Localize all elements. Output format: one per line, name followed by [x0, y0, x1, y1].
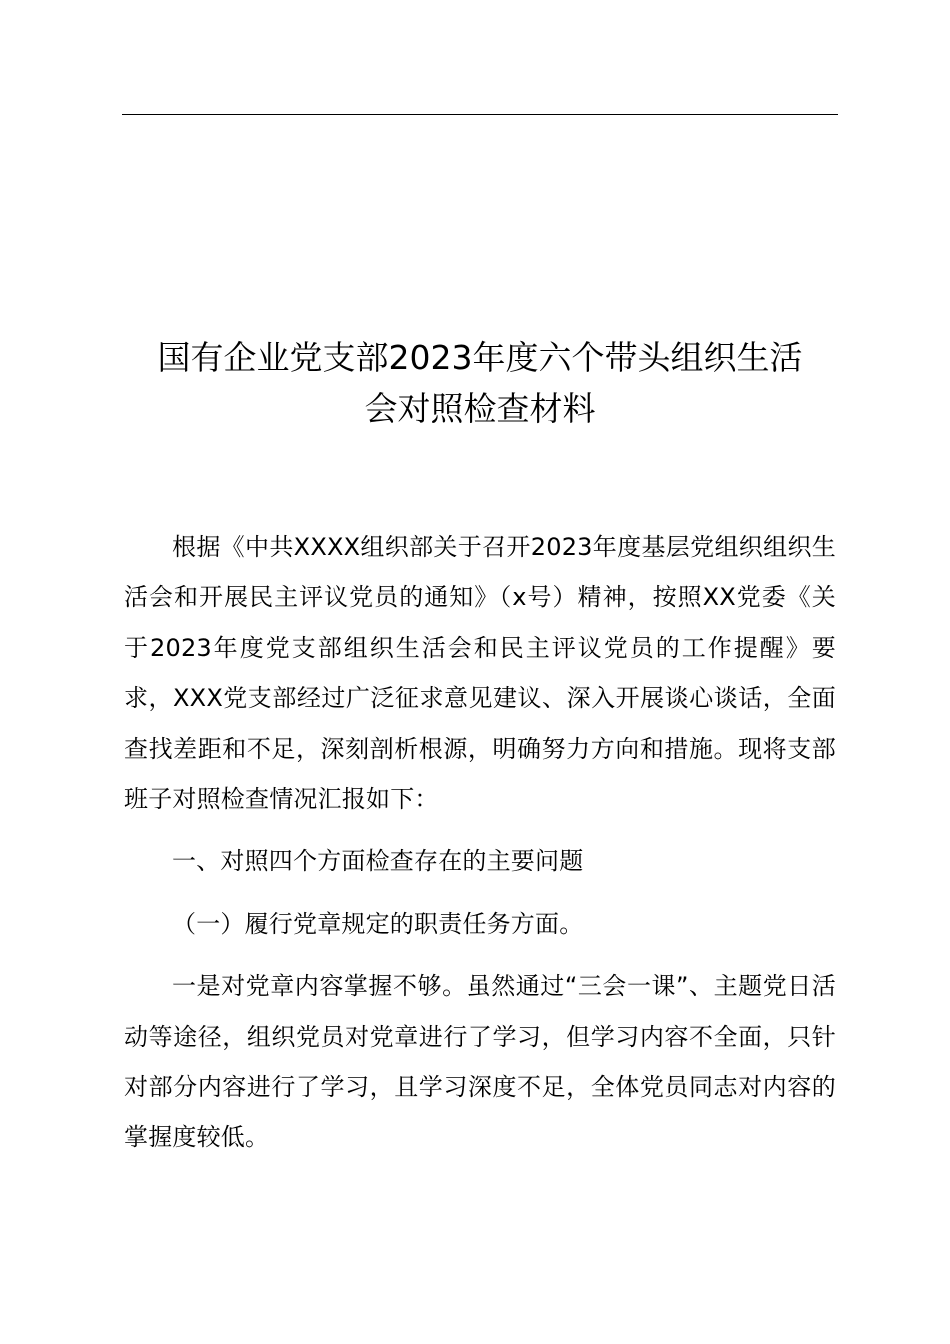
- document-body: [124, 522, 836, 1163]
- subsection-heading: （一）履行党章规定的职责任务方面。: [172, 909, 584, 938]
- header-rule: [122, 114, 838, 115]
- title-line-1: 国有企业党支部2023年度六个带头组织生活: [157, 338, 803, 377]
- document-title: [100, 332, 860, 434]
- section-heading: 一、对照四个方面检查存在的主要问题: [172, 847, 584, 876]
- point-paragraph: 一是对党章内容掌握不够。虽然通过“三会一课”、主题党日活动等途径，组织党员对党章进行了学习，但学习内容不全面，只针对部分内容进行了学习，且学习深度不足，全体党员同志对内容的掌握度较低。: [124, 972, 836, 1152]
- intro-paragraph: 根据《中共XXXX组织部关于召开2023年度基层党组织组织生活会和开展民主评议党员的通知》（x号）精神，按照XX党委《关于2023年度党支部组织生活会和民主评议党员的工作提醒》要求，XXX党支部经过广泛征求意见建议、深入开展谈心谈话，全面查找差距和不足，深刻剖析根源，明确努力方向和措施。现将支部班子对照检查情况汇报如下：: [124, 533, 836, 814]
- title-line-2: 会对照检查材料: [364, 389, 596, 428]
